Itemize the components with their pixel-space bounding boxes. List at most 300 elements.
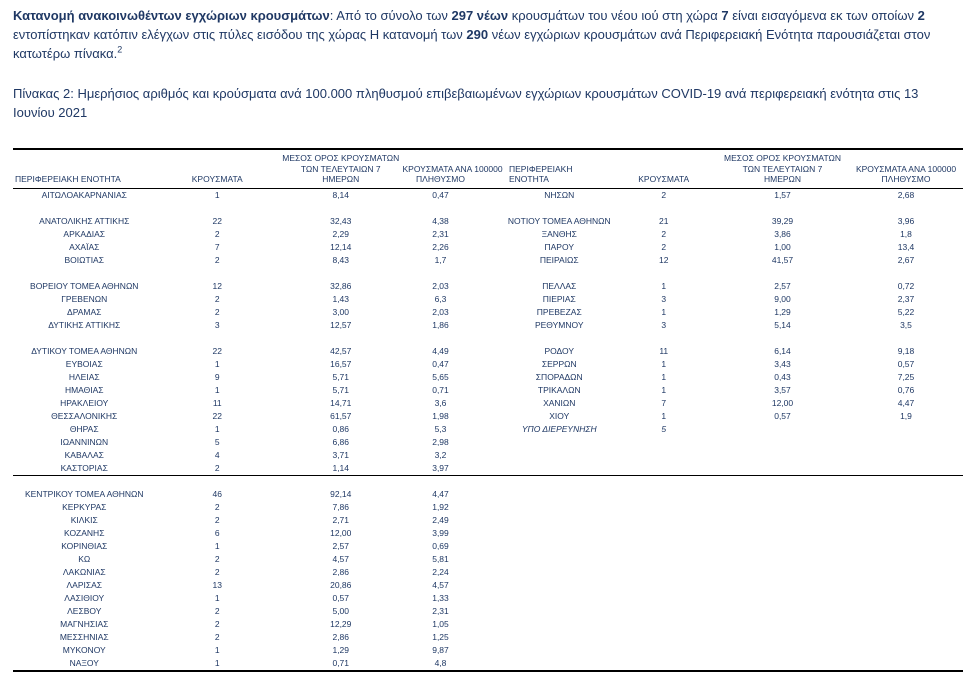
column-gap — [479, 332, 508, 345]
left-avg7-cell: 8,43 — [332, 254, 350, 265]
right-avg7-cell — [716, 436, 849, 449]
intro-text-4: εντοπίστηκαν κατόπιν ελέγχων στις πύλες εισόδου της χώρας Η κατανομή των — [13, 27, 467, 42]
right-per100k-cell — [849, 202, 963, 215]
right-avg7-cell: 0,43 — [774, 371, 791, 382]
left-avg7-cell: 32,43 — [330, 215, 352, 226]
left-region-cell: ΜΑΓΝΗΣΙΑΣ — [60, 619, 109, 629]
intro-gate-checks: 2 — [917, 8, 925, 23]
column-gap — [479, 306, 508, 319]
left-avg7-cell: 61,57 — [330, 410, 352, 421]
right-region-cell — [507, 332, 612, 345]
intro-text-2: κρουσμάτων του νέου ιού στη χώρα — [508, 8, 722, 23]
right-per100k-cell: 2,37 — [897, 293, 915, 304]
right-region-cell: ΠΑΡΟΥ — [544, 241, 574, 252]
left-cases-cell: 2 — [156, 462, 280, 476]
left-avg7-cell: 12,00 — [330, 528, 352, 538]
intro-paragraph — [13, 6, 963, 63]
right-region-cell: ΣΠΟΡΑΔΩΝ — [535, 371, 583, 382]
left-avg7-cell — [279, 267, 403, 280]
right-per100k-cell — [849, 462, 963, 476]
right-avg7-cell: 5,14 — [774, 319, 791, 330]
header-avg7-left-line3: ΗΜΕΡΩΝ — [322, 174, 360, 184]
left-region-cell: ΚΑΣΤΟΡΙΑΣ — [13, 462, 156, 476]
right-avg7-cell: 6,14 — [774, 345, 791, 356]
right-region-cell: ΠΕΛΛΑΣ — [542, 280, 577, 291]
right-avg7-cell — [716, 423, 849, 436]
right-cases-cell: 1 — [661, 306, 667, 317]
intro-text-5: νέων εγχώριων κρουσμάτων ανά Περιφερειακή Ενότητα παρουσιάζεται στον κατωτέρω πίνακα. — [13, 27, 931, 61]
left-avg7-cell: 5,71 — [332, 384, 350, 395]
header-row — [13, 149, 963, 188]
column-gap — [479, 228, 508, 241]
right-per100k-cell: 7,25 — [897, 371, 915, 382]
left-cases-cell: 2 — [214, 306, 220, 317]
right-avg7-cell — [716, 592, 849, 605]
header-avg7-left — [279, 149, 403, 188]
right-region-cell — [507, 631, 612, 644]
right-per100k-cell — [849, 423, 963, 436]
left-cases-cell: 2 — [214, 567, 220, 577]
left-region-cell: ΚΟΖΑΝΗΣ — [64, 528, 105, 538]
right-avg7-cell — [716, 657, 849, 671]
left-cases-cell — [156, 202, 280, 215]
right-cases-cell: 1 — [661, 384, 667, 395]
header-region-right: ΠΕΡΙΦΕΡΕΙΑΚΗ ΕΝΟΤΗΤΑ — [507, 149, 612, 188]
right-cases-cell — [612, 618, 717, 631]
table-row — [13, 397, 963, 410]
right-region-cell: ΠΡΕΒΕΖΑΣ — [536, 306, 582, 317]
right-per100k-cell — [849, 501, 963, 514]
header-region-left: ΠΕΡΙΦΕΡΕΙΑΚΗ ΕΝΟΤΗΤΑ — [13, 149, 156, 188]
right-region-cell — [507, 657, 612, 671]
right-per100k-cell: 0,76 — [897, 384, 915, 395]
right-region-cell: ΠΙΕΡΙΑΣ — [542, 293, 576, 304]
right-region-cell — [507, 202, 612, 215]
left-avg7-cell — [279, 332, 403, 345]
left-avg7-cell: 3,71 — [332, 449, 350, 460]
left-cases-cell: 13 — [212, 580, 222, 590]
right-avg7-cell — [716, 605, 849, 618]
left-cases-cell: 2 — [214, 606, 220, 616]
left-avg7-cell: 20,86 — [330, 580, 352, 590]
left-avg7-cell: 1,14 — [279, 462, 403, 476]
header-cases-left: ΚΡΟΥΣΜΑΤΑ — [156, 149, 280, 188]
right-region-cell: ΤΡΙΚΑΛΩΝ — [537, 384, 581, 395]
table-row — [13, 657, 963, 671]
right-region-cell — [507, 436, 612, 449]
left-avg7-cell: 32,86 — [330, 280, 352, 291]
left-avg7-cell: 12,57 — [330, 319, 352, 330]
right-region-cell: ΝΗΣΩΝ — [544, 189, 575, 200]
column-gap — [479, 345, 508, 358]
left-per100k-cell: 0,71 — [432, 384, 449, 395]
header-per100k-right-line2: ΠΛΗΘΥΣΜΟ — [881, 174, 931, 184]
intro-text-1: : Από το σύνολο των — [329, 8, 452, 23]
left-region-cell: ΚΟΡΙΝΘΙΑΣ — [61, 541, 108, 551]
right-region-cell: ΧΑΝΙΩΝ — [543, 397, 576, 408]
right-cases-cell — [612, 644, 717, 657]
right-avg7-cell — [716, 332, 849, 345]
right-avg7-cell — [716, 202, 849, 215]
table-row — [13, 215, 963, 228]
column-gap — [479, 436, 508, 449]
left-cases-cell: 3 — [214, 319, 220, 330]
header-per100k-right-line1: ΚΡΟΥΣΜΑΤΑ ΑΝΑ 100000 — [855, 163, 957, 174]
left-region-cell: ΓΡΕΒΕΝΩΝ — [61, 293, 108, 304]
right-cases-cell — [612, 475, 717, 488]
left-region-cell — [13, 332, 156, 345]
left-region-cell — [13, 202, 156, 215]
right-avg7-cell: 9,00 — [774, 293, 791, 304]
right-avg7-cell: 1,29 — [774, 306, 791, 317]
right-avg7-cell — [716, 618, 849, 631]
right-region-cell — [507, 540, 612, 553]
right-avg7-cell: 1,57 — [774, 189, 791, 200]
right-avg7-cell: 3,86 — [774, 228, 791, 239]
table-row — [13, 527, 963, 540]
left-region-cell: ΑΡΚΑΔΙΑΣ — [63, 228, 106, 239]
left-avg7-cell: 5,00 — [332, 606, 350, 616]
table-row — [13, 553, 963, 566]
left-per100k-cell: 3,97 — [403, 462, 479, 476]
left-cases-cell: 22 — [212, 345, 222, 356]
right-cases-cell — [612, 462, 717, 476]
left-cases-cell: 5 — [214, 436, 220, 447]
right-avg7-cell — [716, 644, 849, 657]
right-avg7-cell — [716, 540, 849, 553]
column-gap — [479, 188, 508, 202]
left-avg7-cell: 4,57 — [332, 554, 350, 564]
column-gap — [479, 241, 508, 254]
spacer-row — [13, 475, 963, 488]
left-avg7-cell: 5,71 — [332, 371, 350, 382]
right-cases-cell: 1 — [661, 280, 667, 291]
header-avg7-left-line1: ΜΕΣΟΣ ΟΡΟΣ ΚΡΟΥΣΜΑΤΩΝ — [282, 153, 400, 163]
right-avg7-cell — [716, 553, 849, 566]
left-per100k-cell: 6,3 — [434, 293, 447, 304]
right-cases-cell — [612, 501, 717, 514]
right-per100k-cell — [849, 449, 963, 462]
left-region-cell: ΛΕΣΒΟΥ — [67, 606, 102, 616]
column-gap — [479, 657, 508, 671]
intro-total-cases: 297 νέων — [451, 8, 509, 23]
table-row — [13, 488, 963, 501]
spacer-row — [13, 332, 963, 345]
column-gap — [479, 202, 508, 215]
column-gap — [479, 215, 508, 228]
left-cases-cell: 2 — [214, 619, 220, 629]
right-region-cell: ΡΕΘΥΜΝΟΥ — [534, 319, 584, 330]
right-region-cell: ΣΕΡΡΩΝ — [541, 358, 577, 369]
left-cases-cell: 1 — [214, 189, 220, 200]
left-avg7-cell: 0,71 — [332, 658, 350, 668]
right-region-cell — [507, 488, 612, 501]
right-avg7-cell — [716, 631, 849, 644]
intro-lead-bold: Κατανομή ανακοινωθέντων εγχώριων κρουσμάτων — [13, 8, 330, 23]
column-gap — [479, 254, 508, 267]
right-per100k-cell: 9,18 — [897, 345, 915, 356]
right-avg7-cell — [716, 475, 849, 488]
left-per100k-cell — [403, 267, 479, 280]
left-cases-cell: 1 — [214, 358, 220, 369]
table-row — [13, 371, 963, 384]
right-cases-cell: 21 — [659, 215, 669, 226]
left-per100k-cell: 4,8 — [434, 658, 447, 668]
table-row — [13, 605, 963, 618]
header-per100k-right — [849, 149, 963, 188]
right-region-cell: ΝΟΤΙΟΥ ΤΟΜΕΑ ΑΘΗΝΩΝ — [507, 215, 611, 226]
right-avg7-cell — [716, 566, 849, 579]
left-cases-cell: 1 — [214, 384, 220, 395]
left-region-cell: ΚΕΝΤΡΙΚΟΥ ΤΟΜΕΑ ΑΘΗΝΩΝ — [24, 489, 144, 499]
table-row — [13, 618, 963, 631]
header-cases-right: ΚΡΟΥΣΜΑΤΑ — [612, 149, 717, 188]
right-per100k-cell — [849, 657, 963, 671]
left-cases-cell — [156, 332, 280, 345]
right-cases-cell: 3 — [661, 293, 667, 304]
right-avg7-cell: 41,57 — [771, 254, 794, 265]
table-row — [13, 566, 963, 579]
left-region-cell: ΚΑΒΑΛΑΣ — [64, 449, 104, 460]
left-per100k-cell: 0,47 — [432, 358, 449, 369]
right-avg7-cell — [716, 462, 849, 476]
left-region-cell: ΗΡΑΚΛΕΙΟΥ — [60, 397, 109, 408]
right-per100k-cell — [849, 566, 963, 579]
column-gap — [479, 462, 508, 476]
right-region-cell — [507, 527, 612, 540]
left-cases-cell: 22 — [212, 410, 222, 421]
right-avg7-cell: 2,57 — [774, 280, 791, 291]
right-region-cell — [507, 553, 612, 566]
left-cases-cell: 4 — [214, 449, 220, 460]
left-cases-cell: 2 — [214, 293, 220, 304]
left-region-cell: ΘΗΡΑΣ — [69, 423, 99, 434]
right-per100k-cell — [849, 592, 963, 605]
table-row — [13, 319, 963, 332]
intro-text-3: είναι εισαγόμενα εκ των οποίων — [728, 8, 918, 23]
column-gap — [479, 384, 508, 397]
right-cases-cell — [612, 605, 717, 618]
left-region-cell: ΜΥΚΟΝΟΥ — [62, 645, 106, 655]
table-caption-text: Πίνακας 2: Ημερήσιος αριθμός και κρούσματα ανά 100.000 πληθυσμού επιβεβαιωμένων εγχώριων κρουσμάτων COVID-19 ανά περιφερειακή ενότητα στις 13 Ιουνίου 2021 — [13, 86, 919, 120]
right-cases-cell: 1 — [661, 410, 667, 421]
left-avg7-cell: 42,57 — [330, 345, 352, 356]
left-avg7-cell: 12,14 — [330, 241, 352, 252]
left-region-cell: ΑΙΤΩΛΟΑΚΑΡΝΑΝΙΑΣ — [41, 189, 127, 200]
right-per100k-cell — [849, 332, 963, 345]
right-region-cell: ΡΟΔΟΥ — [544, 345, 575, 356]
table-row — [13, 592, 963, 605]
table-body — [13, 188, 963, 671]
column-gap — [479, 280, 508, 293]
left-cases-cell: 11 — [212, 397, 222, 408]
left-per100k-cell: 5,81 — [432, 554, 449, 564]
table-caption — [13, 84, 963, 122]
column-gap — [479, 397, 508, 410]
right-per100k-cell: 0,57 — [897, 358, 915, 369]
right-cases-cell — [612, 527, 717, 540]
left-region-cell — [13, 475, 156, 488]
right-region-cell — [507, 514, 612, 527]
column-gap — [479, 371, 508, 384]
left-per100k-cell — [403, 475, 479, 488]
right-region-cell — [507, 462, 612, 476]
table-row — [13, 188, 963, 202]
right-cases-cell — [612, 631, 717, 644]
right-cases-cell: 5 — [661, 423, 667, 434]
right-cases-cell — [612, 449, 717, 462]
column-gap — [479, 293, 508, 306]
table-row — [13, 449, 963, 462]
table-row — [13, 631, 963, 644]
left-region-cell — [13, 267, 156, 280]
right-avg7-cell — [716, 449, 849, 462]
left-avg7-cell: 2,57 — [332, 541, 350, 551]
header-avg7-right-line3: ΗΜΕΡΩΝ — [763, 174, 802, 184]
right-avg7-cell — [716, 527, 849, 540]
left-cases-cell: 1 — [214, 645, 220, 655]
right-per100k-cell — [849, 488, 963, 501]
left-cases-cell: 1 — [214, 541, 220, 551]
left-per100k-cell: 1,05 — [432, 619, 449, 629]
right-region-cell — [507, 475, 612, 488]
left-avg7-cell — [279, 202, 403, 215]
right-region-cell: ΧΙΟΥ — [549, 410, 570, 421]
column-gap — [479, 514, 508, 527]
left-region-cell: ΚΩ — [78, 554, 91, 564]
left-region-cell: ΚΕΡΚΥΡΑΣ — [62, 502, 107, 512]
table-row — [13, 514, 963, 527]
column-gap — [479, 618, 508, 631]
right-cases-cell — [612, 202, 717, 215]
right-avg7-cell: 3,43 — [774, 358, 791, 369]
table-row — [13, 228, 963, 241]
right-cases-cell: 12 — [659, 254, 669, 265]
left-per100k-cell — [403, 202, 479, 215]
left-avg7-cell: 16,57 — [330, 358, 352, 369]
left-cases-cell — [156, 267, 280, 280]
right-per100k-cell — [849, 553, 963, 566]
table-row — [13, 384, 963, 397]
table-row — [13, 345, 963, 358]
right-avg7-cell — [716, 579, 849, 592]
right-avg7-cell — [716, 501, 849, 514]
right-cases-cell: 3 — [661, 319, 667, 330]
left-avg7-cell: 92,14 — [330, 489, 352, 499]
left-region-cell: ΔΥΤΙΚΗΣ ΑΤΤΙΚΗΣ — [48, 319, 121, 330]
table-row — [13, 501, 963, 514]
right-cases-cell — [612, 553, 717, 566]
spacer-row — [13, 267, 963, 280]
left-cases-cell: 2 — [214, 632, 220, 642]
left-per100k-cell: 1,86 — [432, 319, 449, 330]
left-per100k-cell: 2,31 — [432, 606, 449, 616]
right-per100k-cell: 13,4 — [897, 241, 915, 252]
left-per100k-cell: 2,26 — [432, 241, 449, 252]
right-cases-cell: 2 — [661, 189, 667, 200]
left-per100k-cell: 2,03 — [432, 280, 449, 291]
left-cases-cell — [156, 475, 280, 488]
right-region-cell: ΥΠΟ ΔΙΕΡΕΥΝΗΣΗ — [521, 423, 597, 434]
left-region-cell: ΑΧΑΪΑΣ — [69, 241, 100, 252]
table-row — [13, 306, 963, 319]
header-per100k-left — [402, 149, 503, 188]
column-gap — [479, 579, 508, 592]
left-region-cell: ΕΥΒΟΙΑΣ — [65, 358, 103, 369]
table-row — [13, 358, 963, 371]
column-gap — [479, 566, 508, 579]
right-per100k-cell — [849, 605, 963, 618]
right-per100k-cell: 2,67 — [897, 254, 915, 265]
left-per100k-cell: 2,49 — [432, 515, 449, 525]
right-cases-cell — [612, 514, 717, 527]
column-gap — [479, 631, 508, 644]
right-cases-cell: 11 — [659, 345, 669, 356]
column-gap — [479, 267, 508, 280]
right-per100k-cell — [849, 527, 963, 540]
header-per100k-left-line2: ΠΛΗΘΥΣΜΟ — [416, 174, 465, 184]
right-region-cell — [507, 579, 612, 592]
right-cases-cell — [612, 436, 717, 449]
right-cases-cell: 1 — [661, 371, 667, 382]
right-per100k-cell: 1,8 — [900, 228, 912, 239]
right-region-cell — [507, 267, 612, 280]
column-gap — [479, 488, 508, 501]
table-row — [13, 293, 963, 306]
left-avg7-cell: 1,43 — [332, 293, 350, 304]
right-cases-cell — [612, 592, 717, 605]
right-region-cell: ΠΕΙΡΑΙΩΣ — [539, 254, 579, 265]
left-cases-cell: 1 — [214, 423, 220, 434]
left-per100k-cell: 4,57 — [432, 580, 449, 590]
left-per100k-cell: 5,3 — [434, 423, 447, 434]
left-region-cell: ΜΕΣΣΗΝΙΑΣ — [59, 632, 109, 642]
right-region-cell — [507, 501, 612, 514]
right-per100k-cell — [849, 267, 963, 280]
cases-table — [13, 148, 963, 672]
left-per100k-cell: 2,31 — [432, 228, 449, 239]
table-row — [13, 423, 963, 436]
left-cases-cell: 1 — [214, 593, 220, 603]
left-avg7-cell: 6,86 — [332, 436, 350, 447]
right-region-cell — [507, 566, 612, 579]
right-region-cell: ΞΑΝΘΗΣ — [541, 228, 577, 239]
table-row — [13, 540, 963, 553]
right-cases-cell — [612, 579, 717, 592]
column-gap — [479, 592, 508, 605]
right-avg7-cell — [716, 488, 849, 501]
left-per100k-cell — [403, 332, 479, 345]
left-per100k-cell: 9,87 — [432, 645, 449, 655]
intro-domestic-cases: 290 — [466, 27, 489, 42]
left-region-cell: ΑΝΑΤΟΛΙΚΗΣ ΑΤΤΙΚΗΣ — [39, 215, 130, 226]
left-cases-cell: 9 — [214, 371, 220, 382]
left-avg7-cell: 14,71 — [330, 397, 352, 408]
left-avg7-cell: 2,86 — [332, 567, 350, 577]
left-avg7-cell: 12,29 — [330, 619, 352, 629]
right-cases-cell: 2 — [661, 228, 667, 239]
right-per100k-cell: 4,47 — [897, 397, 915, 408]
right-per100k-cell — [849, 475, 963, 488]
left-per100k-cell: 4,38 — [432, 215, 449, 226]
left-avg7-cell: 1,29 — [332, 645, 350, 655]
left-cases-cell: 2 — [214, 515, 220, 525]
left-region-cell: ΗΜΑΘΙΑΣ — [64, 384, 104, 395]
right-region-cell — [507, 644, 612, 657]
left-cases-cell: 2 — [214, 254, 220, 265]
right-per100k-cell: 3,5 — [900, 319, 912, 330]
left-region-cell: ΒΟΙΩΤΙΑΣ — [64, 254, 104, 265]
